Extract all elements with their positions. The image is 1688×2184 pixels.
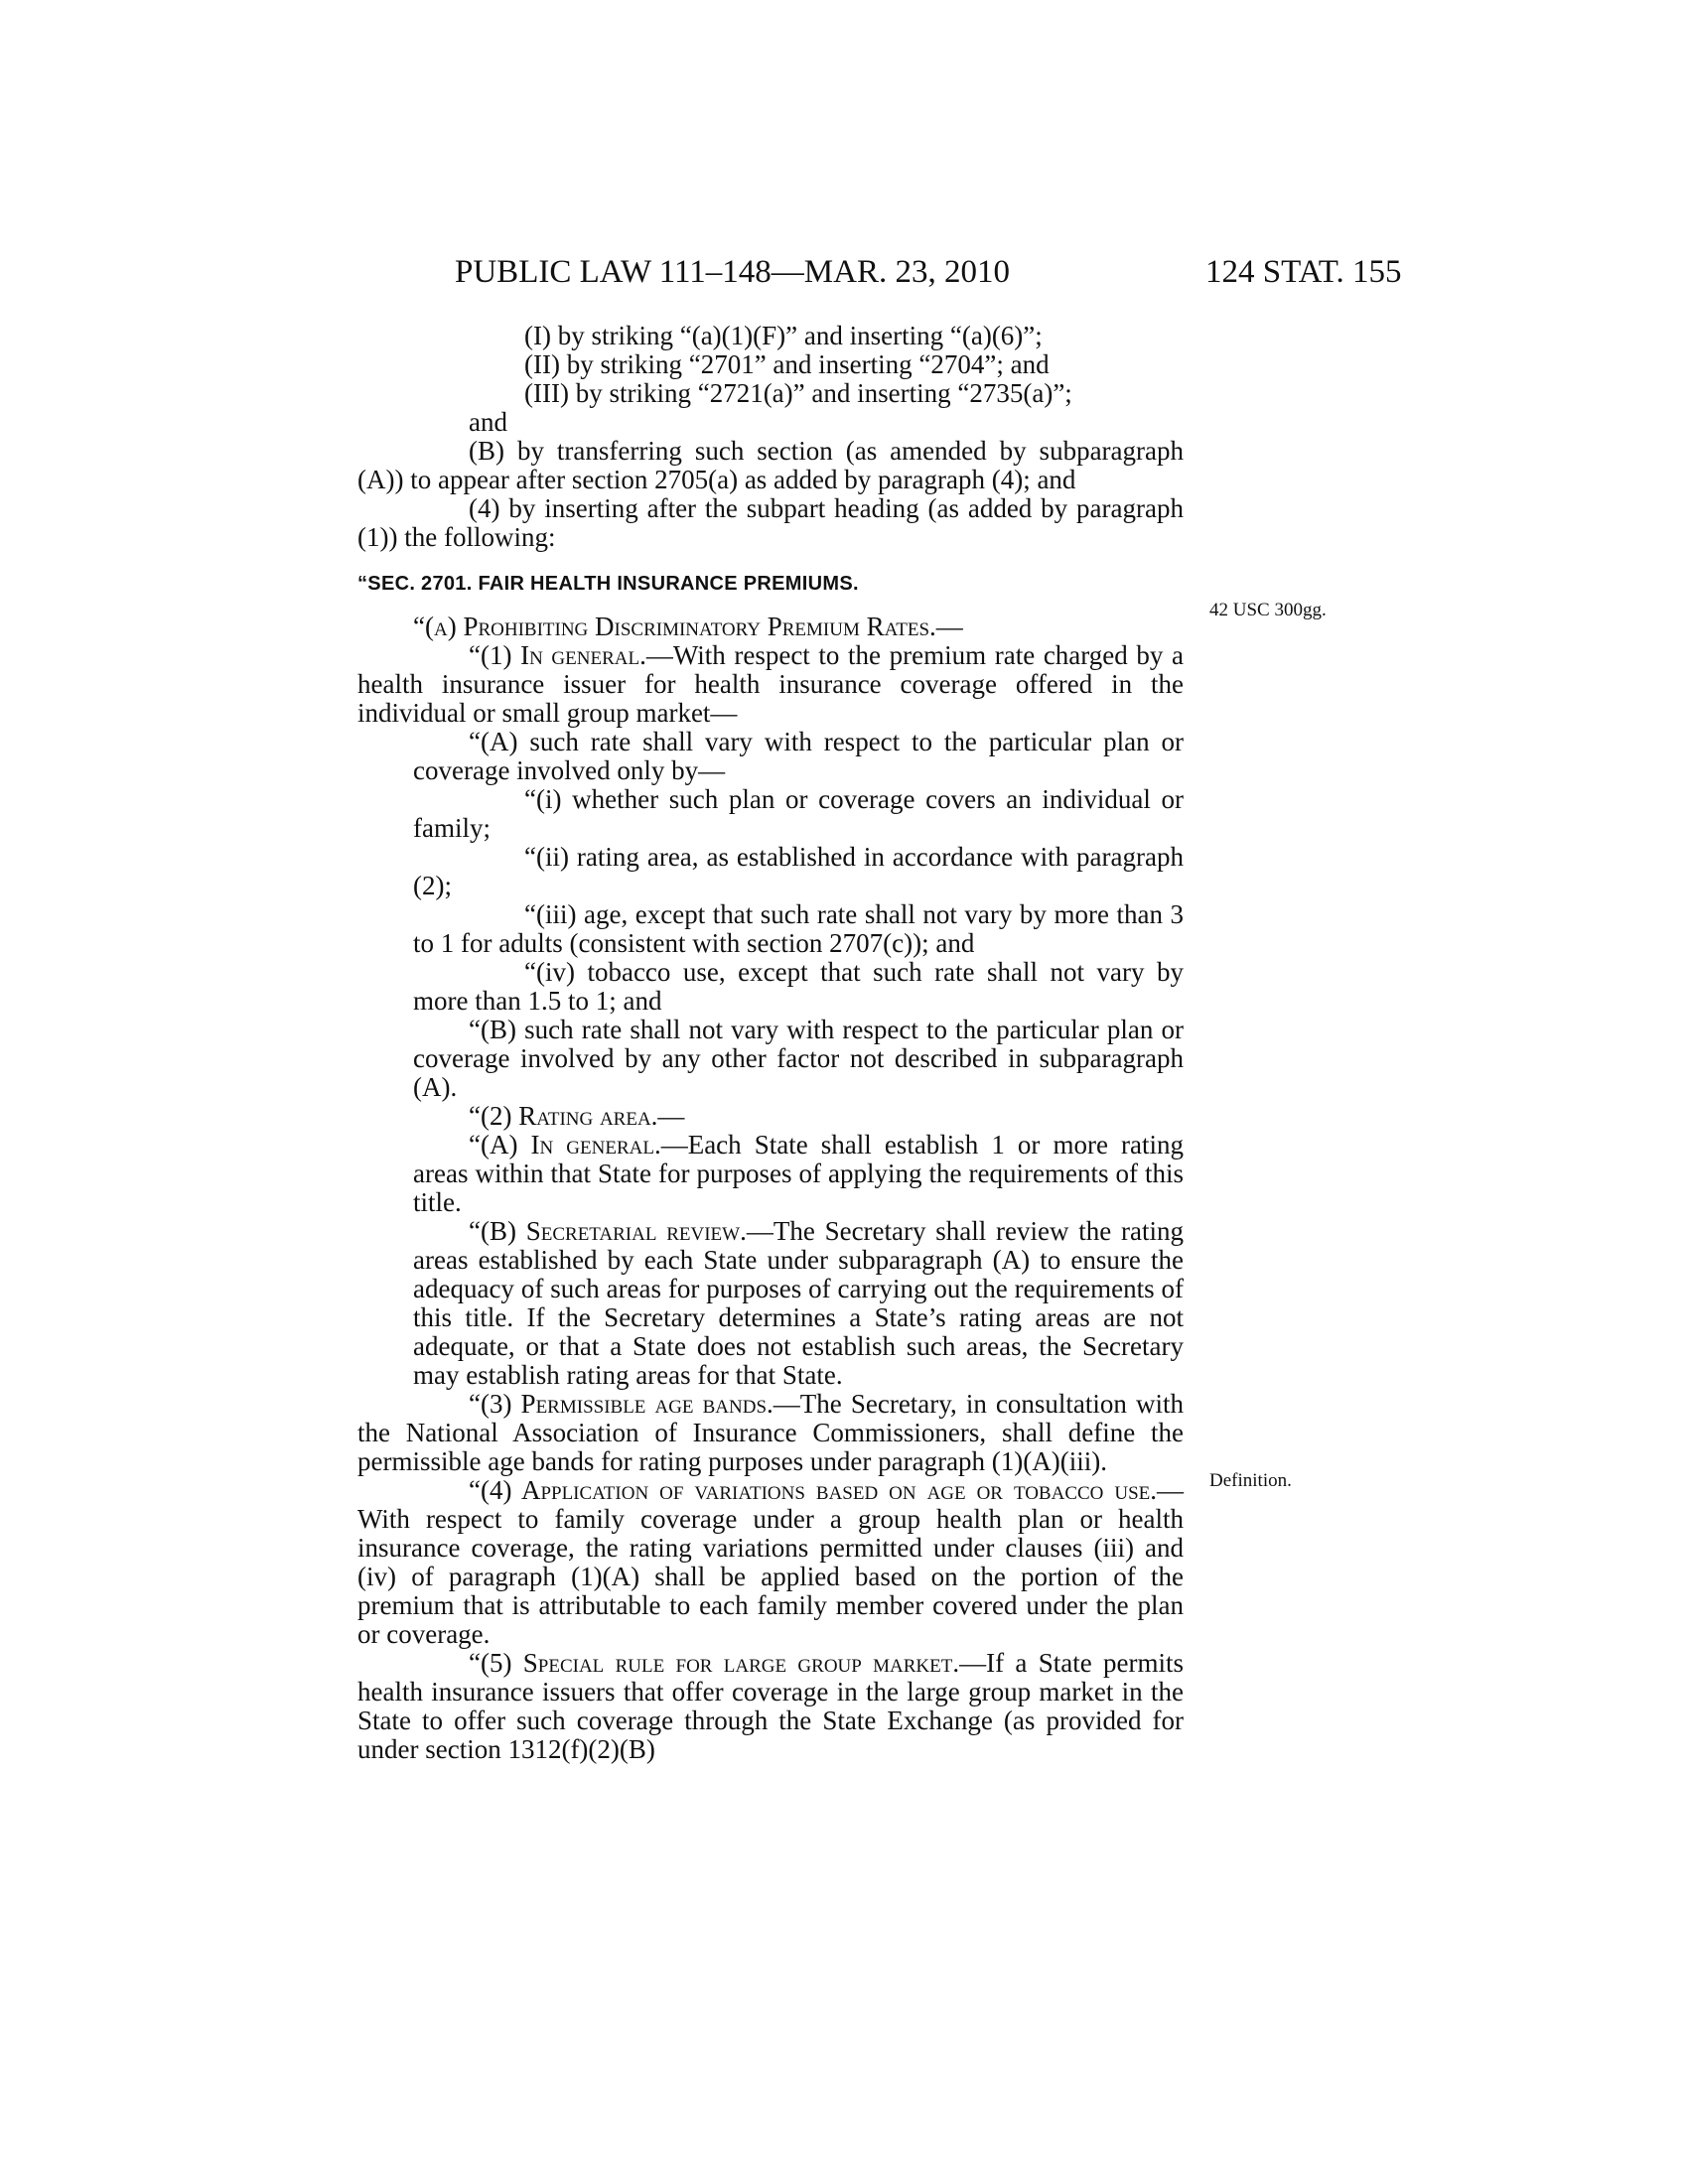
- subparagraph-2A-text: —Each State shall establish 1 or more rating areas within that State for purposes of applying the requirements of this title.: [413, 1130, 1184, 1217]
- subparagraph-B-transfer: (B) by transferring such section (as amended by subparagraph (A)) to appear after section 2705(a) as added by paragraph (4); and: [357, 436, 1184, 494]
- subparagraph-2B-lead: “(B) Secretarial review.: [469, 1216, 747, 1246]
- paragraph-4-text: —With respect to family coverage under a group health plan or health insurance coverage, the rating variations permitted under clauses (iii) and (iv) of paragraph (1)(A) shall be applied based on the portion of the premium that is attributable to each family member covered under the plan or coverage.: [357, 1475, 1184, 1649]
- section-heading: “SEC. 2701. FAIR HEALTH INSURANCE PREMIUMS.: [357, 573, 859, 595]
- clause-1Aiii: “(iii) age, except that such rate shall not vary by more than 3 to 1 for adults (consistent with section 2707(c)); and: [413, 899, 1184, 958]
- running-header-page-number: 124 STAT. 155: [1205, 254, 1402, 290]
- subsection-a-heading: [357, 613, 1184, 641]
- paragraph-3: [357, 1390, 1184, 1476]
- paragraph-3-text: —The Secretary, in consultation with the National Association of Insurance Commissioners, shall define the permissible age bands for rating purposes under paragraph (1)(A)(iii).: [357, 1389, 1184, 1476]
- clause-1Aiv: “(iv) tobacco use, except that such rate shall not vary by more than 1.5 to 1; and: [413, 957, 1184, 1016]
- subparagraph-2A: [357, 1131, 1184, 1217]
- clause-III: (III) by striking “2721(a)” and inserting “2735(a)”;: [524, 378, 1072, 408]
- clause-1Aii: “(ii) rating area, as established in accordance with paragraph (2);: [413, 842, 1184, 900]
- margin-note-definition: Definition.: [1209, 1470, 1292, 1491]
- subparagraph-2B-text: —The Secretary shall review the rating areas established by each State under subparagraph (A) to ensure the adequacy of such areas for purposes of carrying out the requirements of this title. If the Secretary determines a State’s rating areas are not adequate, or that a State does not establish such areas, the Secretary may establish rating areas for that State.: [413, 1216, 1184, 1390]
- paragraph-5-text: —If a State permits health insurance issuers that offer coverage in the large group market in the State to offer such coverage through the State Exchange (as provided for under section 1312(f)(2)(B): [357, 1648, 1184, 1764]
- paragraph-4: [357, 1476, 1184, 1649]
- paragraph-3-lead: “(3) Permissible age bands.: [469, 1389, 774, 1419]
- paragraph-2-heading-text: “(2) Rating area.—: [469, 1101, 685, 1131]
- subparagraph-1A: “(A) such rate shall vary with respect to the particular plan or coverage involved only by—: [413, 727, 1184, 785]
- subparagraph-2B: [357, 1217, 1184, 1390]
- paragraph-4-insert: (4) by inserting after the subpart heading (as added by paragraph (1)) the following:: [357, 493, 1184, 552]
- running-header-left: PUBLIC LAW 111–148—MAR. 23, 2010: [455, 254, 1010, 290]
- subparagraph-1B: “(B) such rate shall not vary with respect to the particular plan or coverage involved by any other factor not described in subparagraph (A).: [413, 1015, 1184, 1102]
- statute-body: [357, 322, 1184, 1764]
- paragraph-1-lead: “(1) In general.: [469, 640, 646, 670]
- paragraph-5: [357, 1649, 1184, 1764]
- clause-1Ai: “(i) whether such plan or coverage covers an individual or family;: [413, 784, 1184, 843]
- clause-I: (I) by striking “(a)(1)(F)” and inserting “(a)(6)”;: [524, 321, 1043, 350]
- paragraph-4-lead: “(4) Application of variations based on age or tobacco use.: [469, 1475, 1157, 1505]
- paragraph-1-text: —With respect to the premium rate charged by a health insurance issuer for health insurance coverage offered in the individual or small group market—: [357, 640, 1184, 728]
- subsection-a-heading-text: “(a) Prohibiting Discriminatory Premium Rates.—: [413, 612, 963, 641]
- paragraph-1: [357, 641, 1184, 728]
- paragraph-2-heading: [357, 1102, 1184, 1131]
- margin-note-usc-citation: 42 USC 300gg.: [1209, 600, 1327, 620]
- clause-II: (II) by striking “2701” and inserting “2704”; and: [524, 349, 1050, 379]
- connector-and: and: [469, 407, 507, 437]
- paragraph-5-lead: “(5) Special rule for large group market.: [469, 1648, 960, 1678]
- subparagraph-2A-lead: “(A) In general.: [469, 1130, 661, 1160]
